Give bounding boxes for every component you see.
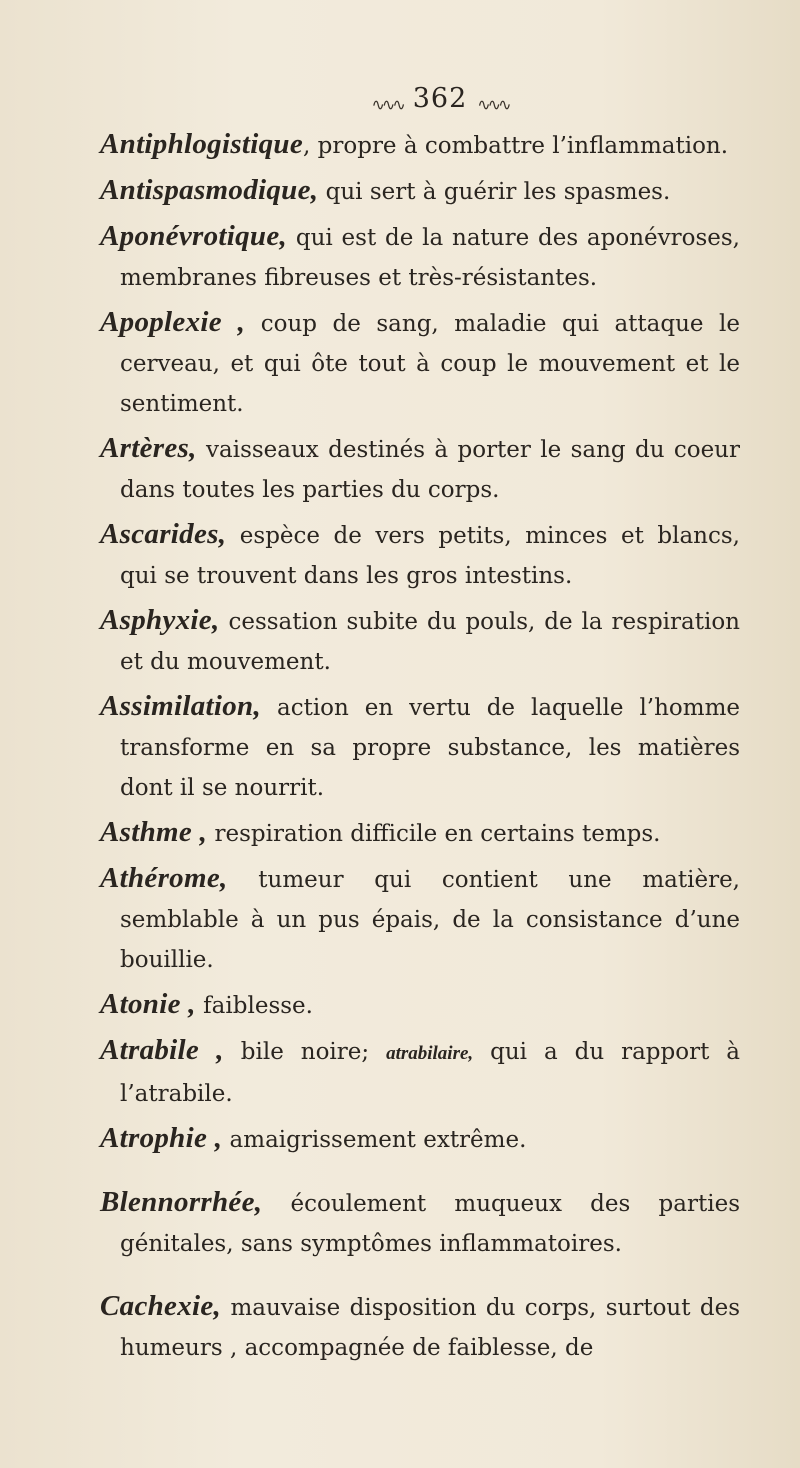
entry-definition: bile noire; [223,1039,387,1065]
entry-assimilation [100,686,740,808]
entry-asthme [100,812,740,854]
entry-definition: qui est de la nature des aponévroses, membranes fibreuses et très-résistantes. [120,225,740,291]
entry-definition: , propre à combattre l’inflammation. [303,133,729,159]
entry-cachexie [100,1286,740,1368]
entry-ascarides [100,514,740,596]
page-number: 362 [412,83,468,114]
entry-term: Atonie , [100,988,196,1020]
entry-term: Cachexie, [100,1290,222,1322]
entry-definition: qui a du rapport à l’atrabile. [120,1039,740,1107]
entry-antispasmodique [100,170,740,212]
entry-blennorrhee [100,1182,740,1264]
ornament-right: ∿∿∿ [477,95,509,114]
entry-definition: cessation subite du pouls, de la respiration et du mouvement. [120,609,740,675]
entry-arteres [100,428,740,510]
entry-antiphlogistique [100,124,740,166]
ornament-left: ∿∿∿ [371,95,403,114]
entry-term: Artères, [100,432,197,464]
entry-apoplexie [100,302,740,424]
entry-term: Asthme , [100,816,208,848]
entry-definition: mauvaise disposition du corps, surtout des humeurs , accompagnée de faiblesse, de [120,1295,740,1361]
entry-aponevrotique [100,216,740,298]
entry-term: Atrabile , [100,1034,224,1066]
entry-term: Assimilation, [100,690,262,722]
entry-term: Atrophie , [100,1122,223,1154]
entry-term: Aponévrotique, [100,220,288,252]
entry-definition: vaisseaux destinés à porter le sang du coeur dans toutes les parties du corps. [120,437,740,503]
entry-inline-term: atrabilaire, [386,1043,474,1064]
entry-definition: coup de sang, maladie qui attaque le cerveau, et qui ôte tout à coup le mouvement et le sentiment. [120,311,740,417]
entry-atrabile [100,1030,740,1114]
entry-term: Blennorrhée, [100,1186,263,1218]
entry-term: Athérome, [100,862,228,894]
entry-term: Apoplexie , [100,306,246,338]
entry-term: Ascarides, [100,518,227,550]
entry-definition: respiration difficile en certains temps. [207,821,661,847]
entry-definition: amaigrissement extrême. [222,1127,527,1153]
entry-atrophie [100,1118,740,1160]
entry-atonie [100,984,740,1026]
entry-term: Asphyxie, [100,604,220,636]
entry-definition: espèce de vers petits, minces et blancs, qui se trouvent dans les gros intestins. [120,523,740,589]
entry-atherome [100,858,740,980]
entry-term: Antispasmodique, [100,174,319,206]
entry-definition: faiblesse. [195,993,313,1019]
entry-definition: tumeur qui contient une matière, semblable à un pus épais, de la consistance d’une bouillie. [120,867,740,973]
glossary-entries [100,124,740,1368]
entry-term: Antiphlogistique [100,128,304,160]
page-header [100,0,740,120]
entry-definition: écoulement muqueux des parties génitales, sans symptômes inflammatoires. [120,1191,740,1257]
entry-definition: action en vertu de laquelle l’homme transforme en sa propre substance, les matières dont il se nourrit. [120,695,740,801]
entry-definition: qui sert à guérir les spasmes. [318,179,671,205]
entry-asphyxie [100,600,740,682]
